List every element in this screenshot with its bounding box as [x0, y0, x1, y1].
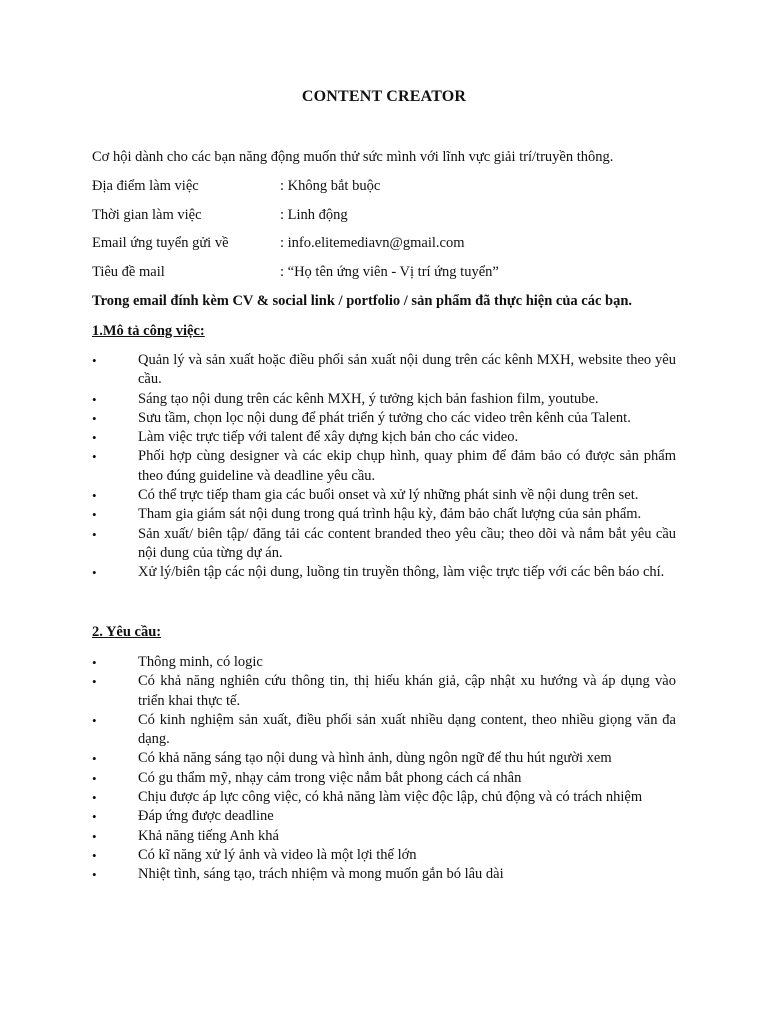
bullet-icon: •: [92, 430, 97, 446]
list-item: • Tham gia giám sát nội dung trong quá trình hậu kỳ, đảm bảo chất lượng của sản phẩm.: [92, 505, 676, 524]
bullet-icon: •: [92, 770, 97, 786]
bullet-icon: •: [92, 488, 97, 504]
list-item: • Làm việc trực tiếp với talent để xây dựng kịch bản cho các video.: [92, 428, 676, 447]
info-row-subject: [92, 264, 499, 281]
info-label: Email ứng tuyển gửi về: [92, 235, 229, 251]
bullet-icon: •: [92, 655, 97, 670]
info-label: Địa điểm làm việc: [92, 178, 199, 194]
list-item: • Chịu được áp lực công việc, có khả năng làm việc độc lập, chủ động và có trách nhiệm: [92, 788, 676, 807]
bullet-icon: •: [92, 790, 97, 806]
bullet-icon: •: [92, 391, 97, 407]
bullet-icon: •: [92, 809, 97, 825]
list-item: • Có kĩ năng xử lý ảnh và video là một lợi thế lớn: [92, 846, 676, 865]
bullet-icon: •: [92, 526, 97, 542]
job-description-list: [92, 351, 676, 583]
list-item: • Nhiệt tình, sáng tạo, trách nhiệm và mong muốn gắn bó lâu dài: [92, 865, 676, 884]
list-item: • Sản xuất/ biên tập/ đăng tải các content branded theo yêu cầu; theo dõi và nắm bắt yêu cầu nội dung của từng dự án.: [92, 525, 676, 561]
list-item: • Sưu tầm, chọn lọc nội dung để phát triển ý tưởng cho các video trên kênh của Talent.: [92, 409, 676, 428]
document-title: CONTENT CREATOR: [301, 88, 467, 105]
bullet-icon: •: [92, 353, 97, 368]
info-value: : “Họ tên ứng viên - Vị trí ứng tuyển”: [280, 264, 499, 280]
list-item: • Sáng tạo nội dung trên các kênh MXH, ý tưởng kịch bản fashion film, youtube.: [92, 390, 676, 409]
list-item: • Phối hợp cùng designer và các ekip chụp hình, quay phim để đảm bảo có được sản phẩm theo đúng guideline và deadline yêu cầu.: [92, 448, 676, 484]
info-label: Tiêu đề mail: [92, 264, 165, 280]
info-row-time: [92, 207, 348, 224]
list-item: • Quản lý và sản xuất hoặc điều phối sản xuất nội dung trên các kênh MXH, website theo yêu cầu.: [92, 352, 676, 388]
list-item: • Có gu thẩm mỹ, nhạy cảm trong việc nắm bắt phong cách cá nhân: [92, 769, 676, 788]
section-heading-requirements: 2. Yêu cầu:: [92, 624, 162, 640]
bullet-icon: •: [92, 751, 97, 767]
bullet-icon: •: [92, 410, 97, 426]
info-value: : Không bắt buộc: [280, 178, 381, 194]
list-item: • Thông minh, có logic: [92, 653, 676, 672]
list-item: • Có kinh nghiệm sản xuất, điều phối sản xuất nhiều dạng content, theo nhiều giọng văn đa dạng.: [92, 711, 676, 748]
intro-text: Cơ hội dành cho các bạn năng động muốn thử sức mình với lĩnh vực giải trí/truyền thông.: [92, 149, 614, 165]
list-item: • Xử lý/biên tập các nội dung, luồng tin truyền thông, làm việc trực tiếp với các bên báo chí.: [92, 563, 676, 582]
bullet-icon: •: [92, 674, 97, 690]
info-label: Thời gian làm việc: [92, 207, 202, 223]
bullet-icon: •: [92, 449, 97, 465]
info-value: : info.elitemediavn@gmail.com: [280, 235, 465, 251]
list-item: • Đáp ứng được deadline: [92, 807, 676, 826]
list-item: • Có khả năng nghiên cứu thông tin, thị hiếu khán giả, cập nhật xu hướng và áp dụng vào triển khai thực tế.: [92, 673, 676, 709]
list-item: • Có khả năng sáng tạo nội dung và hình ảnh, dùng ngôn ngữ để thu hút người xem: [92, 749, 676, 768]
list-item: • Có thể trực tiếp tham gia các buổi onset và xử lý những phát sinh về nội dung trên set.: [92, 486, 676, 505]
bullet-icon: •: [92, 565, 97, 581]
info-row-location: [92, 178, 380, 195]
bullet-icon: •: [92, 507, 97, 523]
bullet-icon: •: [92, 712, 97, 728]
attachment-note: Trong email đính kèm CV & social link / portfolio / sản phẩm đã thực hiện của các bạn.: [92, 293, 633, 309]
info-row-email: [92, 235, 465, 252]
list-item: • Khả năng tiếng Anh khá: [92, 827, 676, 846]
info-value: : Linh động: [280, 207, 348, 223]
requirements-list: [92, 653, 676, 885]
section-heading-job-description: 1.Mô tả công việc:: [92, 323, 205, 339]
bullet-icon: •: [92, 847, 97, 863]
bullet-icon: •: [92, 828, 97, 844]
bullet-icon: •: [92, 867, 97, 883]
